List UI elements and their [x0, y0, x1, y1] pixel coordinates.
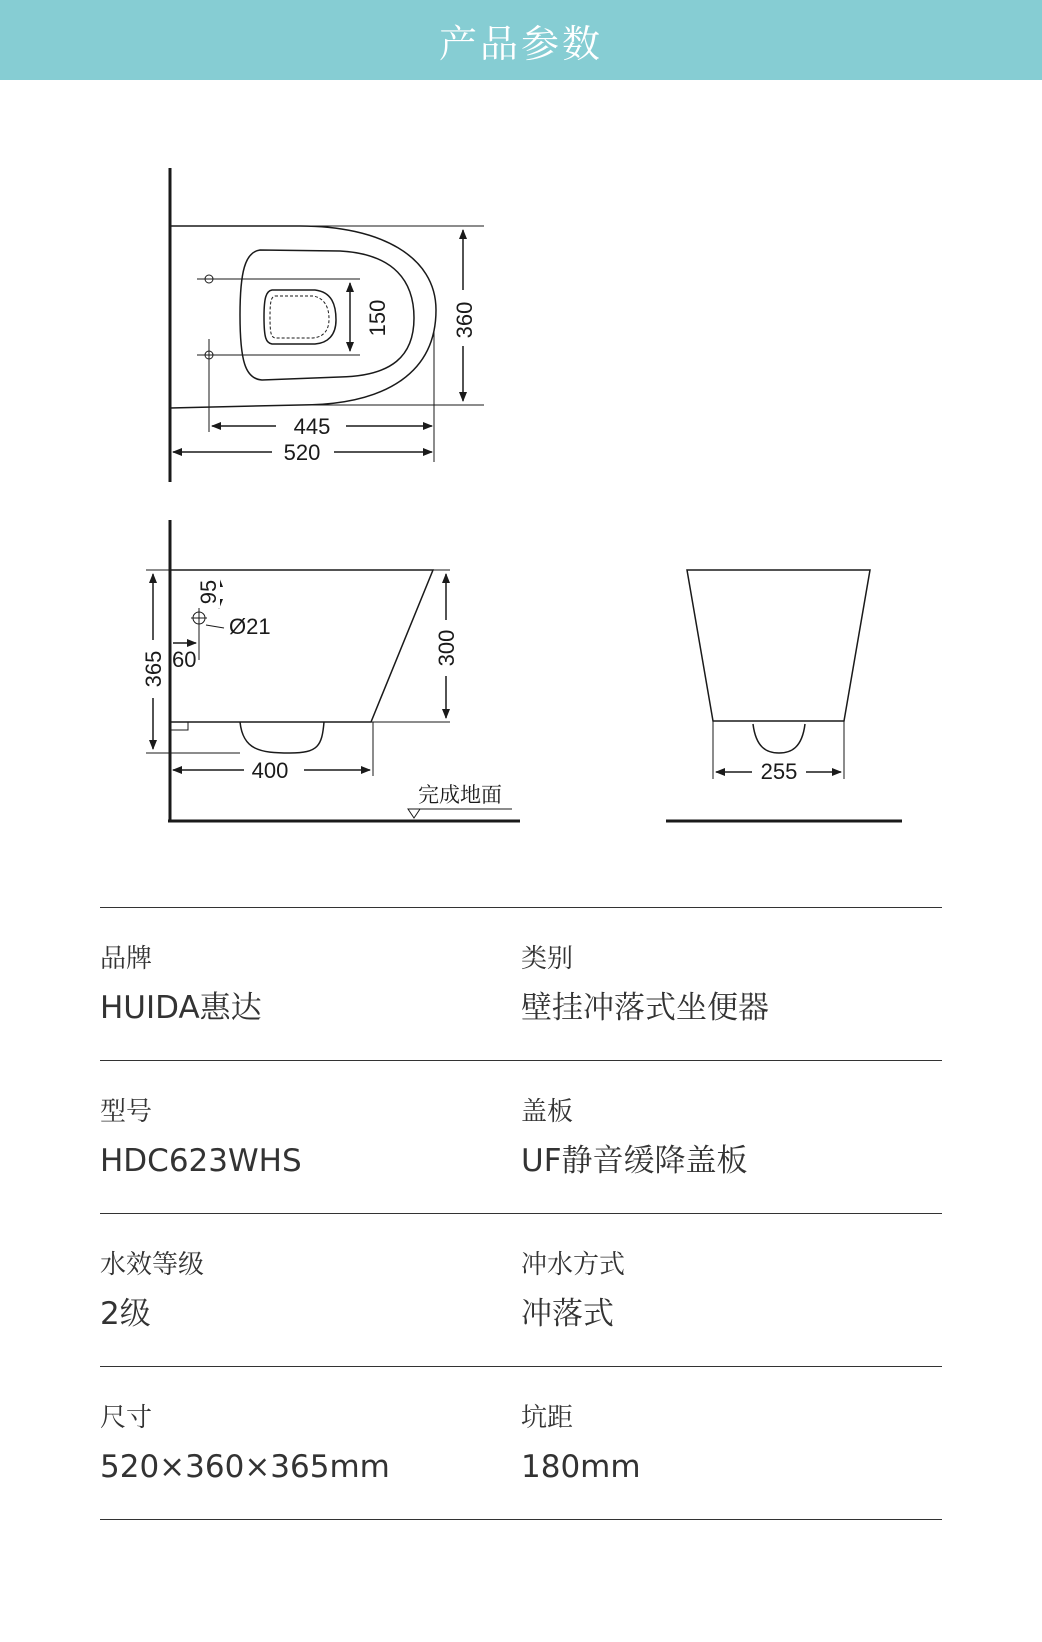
spec-value: 180mm [521, 1449, 641, 1485]
spec-row [100, 1061, 942, 1214]
spec-label: 品牌 [100, 944, 153, 974]
spec-label: 坑距 [521, 1403, 574, 1433]
spec-cell-brand [100, 908, 521, 1060]
spec-value: 520×360×365mm [100, 1449, 390, 1485]
side-view [146, 520, 520, 822]
dim-445-label: 445 [293, 414, 331, 439]
spec-cell-category [521, 908, 942, 1060]
spec-value: HUIDA惠达 [100, 990, 262, 1026]
spec-value: 冲落式 [521, 1296, 614, 1332]
spec-row [100, 1214, 942, 1367]
dim-95-label: 95 [196, 579, 221, 605]
spec-label: 型号 [100, 1097, 153, 1127]
technical-drawing [0, 80, 1042, 840]
spec-cell-model [100, 1061, 521, 1213]
spec-label: 尺寸 [100, 1403, 153, 1433]
spec-row [100, 908, 942, 1061]
dim-300-label: 300 [434, 629, 459, 667]
spec-row [100, 1367, 942, 1520]
spec-label: 盖板 [521, 1097, 574, 1127]
dim-150-label: 150 [365, 299, 390, 337]
header-banner [0, 0, 1042, 80]
spec-label: 冲水方式 [521, 1250, 626, 1280]
dim-360-label: 360 [452, 301, 477, 339]
spec-cell-rough-in [521, 1367, 942, 1519]
spec-cell-flush-type [521, 1214, 942, 1366]
spec-value: 2级 [100, 1296, 151, 1332]
dim-400-label: 400 [251, 758, 289, 783]
floor-label: 完成地面 [418, 784, 502, 807]
spec-label: 水效等级 [100, 1250, 205, 1280]
dim-phi21-label: Ø21 [229, 614, 271, 639]
spec-cell-water-efficiency [100, 1214, 521, 1366]
spec-value: 壁挂冲落式坐便器 [521, 990, 769, 1026]
spec-table [100, 907, 942, 1520]
spec-label: 类别 [521, 944, 574, 974]
dim-365-label: 365 [141, 650, 166, 688]
dim-520-label: 520 [283, 440, 321, 465]
dim-255-label: 255 [760, 759, 798, 784]
dim-60-label: 60 [172, 647, 197, 672]
spec-value: UF静音缓降盖板 [521, 1143, 748, 1179]
spec-value: HDC623WHS [100, 1143, 302, 1179]
spec-cell-size [100, 1367, 521, 1519]
spec-cell-seat-cover [521, 1061, 942, 1213]
page-title: 产品参数 [438, 21, 603, 66]
